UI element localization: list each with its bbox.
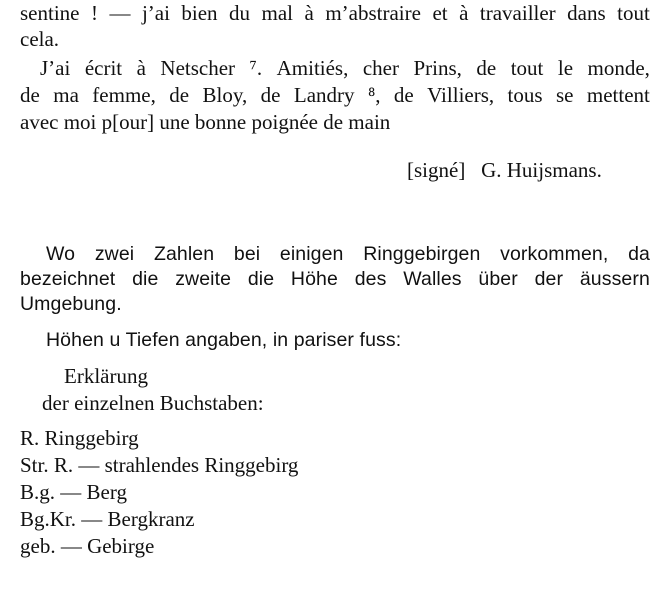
word: einigen (279, 243, 344, 265)
word: Zahlen (153, 243, 215, 265)
notes-line-3: Umgebung. (20, 293, 122, 315)
word: de (20, 83, 40, 107)
word: tous (507, 83, 543, 107)
word: se (555, 83, 574, 107)
legend-heading-1: Erklärung (64, 364, 148, 388)
word: der (534, 268, 564, 290)
word: de (169, 83, 190, 107)
word: J’ai (40, 56, 71, 80)
legend-item: Bg.Kr. — Bergkranz (20, 507, 195, 531)
word: femme, (92, 83, 156, 107)
word: Netscher (160, 56, 236, 80)
word: et (432, 1, 448, 25)
word: bien (181, 1, 218, 25)
letter-line-3 (40, 55, 650, 81)
word: ! (90, 1, 98, 25)
legend-item: Str. R. — strahlendes Ringgebirg (20, 453, 299, 477)
word: des (354, 268, 387, 290)
word: Prins, (413, 56, 462, 80)
word: zweite (175, 268, 232, 290)
word: Walles (403, 268, 462, 290)
word: à (136, 56, 146, 80)
word: du (229, 1, 251, 25)
word: — (109, 1, 131, 25)
letter-line-2: cela. (20, 27, 60, 51)
word: bezeichnet (20, 268, 116, 290)
word: ma (53, 83, 79, 107)
notes-line-2 (20, 266, 650, 292)
word: sentine (20, 1, 80, 25)
word: da (628, 243, 650, 265)
word: de (476, 56, 497, 80)
notes-line-1 (46, 241, 650, 267)
word: de (393, 83, 414, 107)
letter-line-5: avec moi p[our] une bonne poignée de main (20, 110, 391, 134)
letter-line-1 (20, 0, 650, 26)
word: j’ai (141, 1, 170, 25)
legend-item: geb. — Gebirge (20, 534, 155, 558)
word: die (247, 268, 275, 290)
word: tout (617, 1, 650, 25)
word: Villiers, (427, 83, 495, 107)
word: écrit (84, 56, 123, 80)
word: Ringgebirgen (363, 243, 481, 265)
word: bei (233, 243, 261, 265)
word: ⁸, (367, 83, 381, 107)
letter-line-4 (20, 82, 650, 108)
word: m’abstraire (325, 1, 421, 25)
word: zwei (94, 243, 135, 265)
word: vorkommen, (500, 243, 609, 265)
word: mettent (586, 83, 650, 107)
word: travailler (479, 1, 556, 25)
word: de (260, 83, 281, 107)
word: Bloy, (202, 83, 248, 107)
word: ⁷. (249, 56, 263, 80)
word: dans (567, 1, 606, 25)
word: à (459, 1, 469, 25)
notes-line-4: Höhen u Tiefen angaben, in pariser fuss: (46, 329, 402, 351)
word: die (132, 268, 159, 290)
word: Landry (293, 83, 355, 107)
word: monde, (587, 56, 650, 80)
word: Höhe (290, 268, 338, 290)
legend-item: B.g. — Berg (20, 480, 127, 504)
word: cher (362, 56, 399, 80)
signature: [signé] G. Huijsmans. (407, 158, 602, 182)
word: über (478, 268, 518, 290)
word: äussern (579, 268, 650, 290)
legend-item: R. Ringgebirg (20, 426, 139, 450)
legend-heading-2: der einzelnen Buchstaben: (42, 391, 264, 415)
word: tout (510, 56, 544, 80)
word: mal (261, 1, 294, 25)
word: Amitiés, (276, 56, 349, 80)
word: le (557, 56, 574, 80)
word: à (304, 1, 314, 25)
word: Wo (46, 243, 76, 265)
